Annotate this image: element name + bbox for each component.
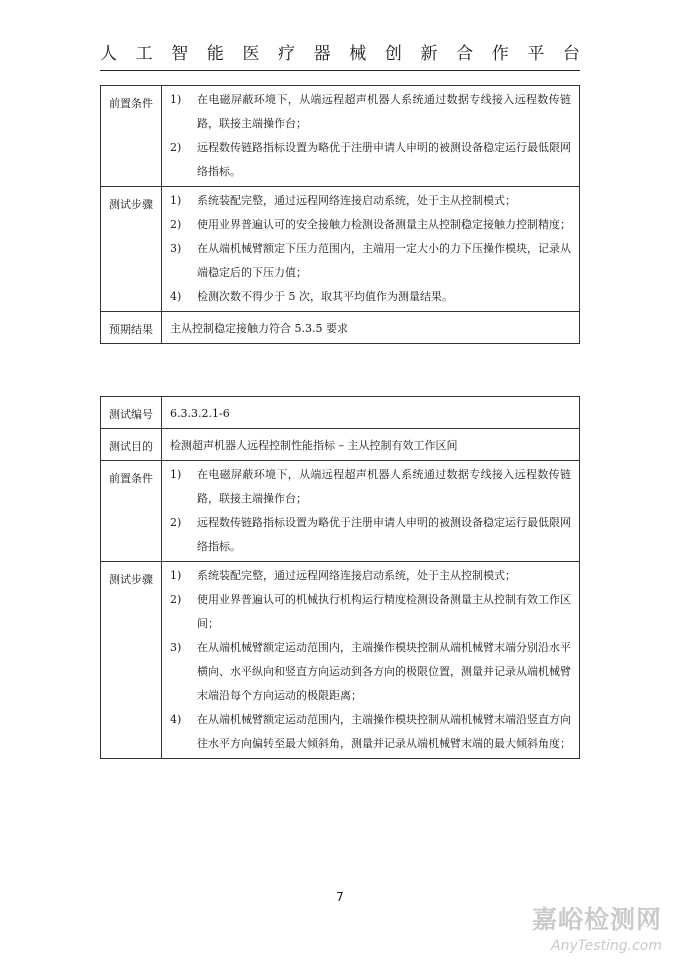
row-content bbox=[162, 187, 580, 312]
list-item bbox=[170, 189, 571, 213]
row-label: 测试步骤 bbox=[101, 562, 162, 759]
header-char: 器 bbox=[313, 43, 331, 64]
header-char: 能 bbox=[206, 43, 224, 64]
item-number: 1) bbox=[170, 468, 182, 481]
item-text: 在从端机械臂额定运动范围内，主端操作模块控制从端机械臂末端沿竖直方向往水平方向偏转至最大倾斜角，测量并记录从端机械臂末端的最大倾斜角度； bbox=[197, 713, 571, 750]
item-number: 4) bbox=[170, 713, 182, 726]
item-text: 远程数传链路指标设置为略优于注册申请人申明的被测设备稳定运行最低限网络指标。 bbox=[197, 516, 571, 553]
list-item bbox=[170, 564, 571, 588]
row-content bbox=[162, 312, 580, 344]
header-char: 人 bbox=[100, 43, 117, 64]
row-content bbox=[162, 562, 580, 759]
item-text: 系统装配完整，通过远程网络连接启动系统，处于主从控制模式； bbox=[197, 194, 516, 207]
header-char: 平 bbox=[527, 43, 545, 64]
item-text: 检测次数不得少于 5 次，取其平均值作为测量结果。 bbox=[197, 290, 453, 303]
list-item bbox=[170, 708, 571, 756]
item-number: 2) bbox=[170, 593, 182, 606]
header-char: 创 bbox=[384, 43, 402, 64]
list-item bbox=[170, 237, 571, 285]
row-label: 测试步骤 bbox=[101, 187, 162, 312]
row-label: 前置条件 bbox=[101, 86, 162, 187]
table-row bbox=[101, 562, 580, 759]
list-item bbox=[170, 213, 571, 237]
row-label: 预期结果 bbox=[101, 312, 162, 344]
row-label: 测试目的 bbox=[101, 429, 162, 461]
header-char: 新 bbox=[420, 43, 438, 64]
header-char: 医 bbox=[242, 43, 260, 64]
item-text: 系统装配完整，通过远程网络连接启动系统，处于主从控制模式； bbox=[197, 569, 516, 582]
item-number: 3) bbox=[170, 641, 182, 654]
list-item bbox=[170, 636, 571, 708]
list-item bbox=[170, 511, 571, 559]
test-purpose-text: 检测超声机器人远程控制性能指标 – 主从控制有效工作区间 bbox=[170, 439, 458, 452]
item-text: 使用业界普遍认可的安全接触力检测设备测量主从控制稳定接触力控制精度； bbox=[197, 218, 571, 231]
header-char: 械 bbox=[349, 43, 367, 64]
item-text: 使用业界普遍认可的机械执行机构运行精度检测设备测量主从控制有效工作区间； bbox=[197, 593, 571, 630]
expected-result-text: 主从控制稳定接触力符合 5.3.5 要求 bbox=[170, 322, 348, 335]
watermark-en: AnyTesting.com bbox=[551, 938, 662, 954]
item-number: 1) bbox=[170, 93, 182, 106]
row-content bbox=[162, 86, 580, 187]
list-item bbox=[170, 285, 571, 309]
row-content bbox=[162, 397, 580, 429]
watermark-cn: 嘉峪检测网 bbox=[531, 905, 662, 934]
item-number: 2) bbox=[170, 218, 182, 231]
header-char: 智 bbox=[171, 43, 189, 64]
list-item bbox=[170, 588, 571, 636]
table-row bbox=[101, 187, 580, 312]
table-row bbox=[101, 312, 580, 344]
item-text: 在电磁屏蔽环境下，从端远程超声机器人系统通过数据专线接入远程数传链路，联接主端操作台； bbox=[197, 468, 571, 505]
row-label: 测试编号 bbox=[101, 397, 162, 429]
header-char: 合 bbox=[456, 43, 474, 64]
item-text: 在从端机械臂额定运动范围内，主端操作模块控制从端机械臂末端分别沿水平横向、水平纵向和竖直方向运动到各方向的极限位置，测量并记录从端机械臂末端沿每个方向运动的极限距离； bbox=[197, 641, 571, 702]
page-number: 7 bbox=[336, 890, 344, 904]
row-content bbox=[162, 429, 580, 461]
header-rule bbox=[100, 70, 580, 71]
item-number: 1) bbox=[170, 194, 182, 207]
header-char: 作 bbox=[491, 43, 509, 64]
item-number: 2) bbox=[170, 516, 182, 529]
watermark bbox=[532, 900, 662, 954]
item-number: 3) bbox=[170, 242, 182, 255]
item-text: 远程数传链路指标设置为略优于注册申请人申明的被测设备稳定运行最低限网络指标。 bbox=[197, 141, 571, 178]
test-table-2 bbox=[100, 396, 580, 759]
header-char: 工 bbox=[135, 43, 153, 64]
list-item bbox=[170, 136, 571, 184]
page-header bbox=[100, 37, 580, 65]
table-row bbox=[101, 429, 580, 461]
item-number: 1) bbox=[170, 569, 182, 582]
table-row bbox=[101, 461, 580, 562]
header-char: 台 bbox=[562, 43, 580, 64]
row-label: 前置条件 bbox=[101, 461, 162, 562]
table-row bbox=[101, 86, 580, 187]
list-item bbox=[170, 88, 571, 136]
row-content bbox=[162, 461, 580, 562]
item-text: 在电磁屏蔽环境下，从端远程超声机器人系统通过数据专线接入远程数传链路，联接主端操作台； bbox=[197, 93, 571, 130]
header-char: 疗 bbox=[278, 43, 296, 64]
item-number: 2) bbox=[170, 141, 182, 154]
test-table-1 bbox=[100, 85, 580, 344]
item-text: 在从端机械臂额定下压力范围内，主端用一定大小的力下压操作模块，记录从端稳定后的下压力值； bbox=[197, 242, 571, 279]
table-row bbox=[101, 397, 580, 429]
item-number: 4) bbox=[170, 290, 182, 303]
test-id-text: 6.3.3.2.1-6 bbox=[170, 407, 230, 420]
list-item bbox=[170, 463, 571, 511]
